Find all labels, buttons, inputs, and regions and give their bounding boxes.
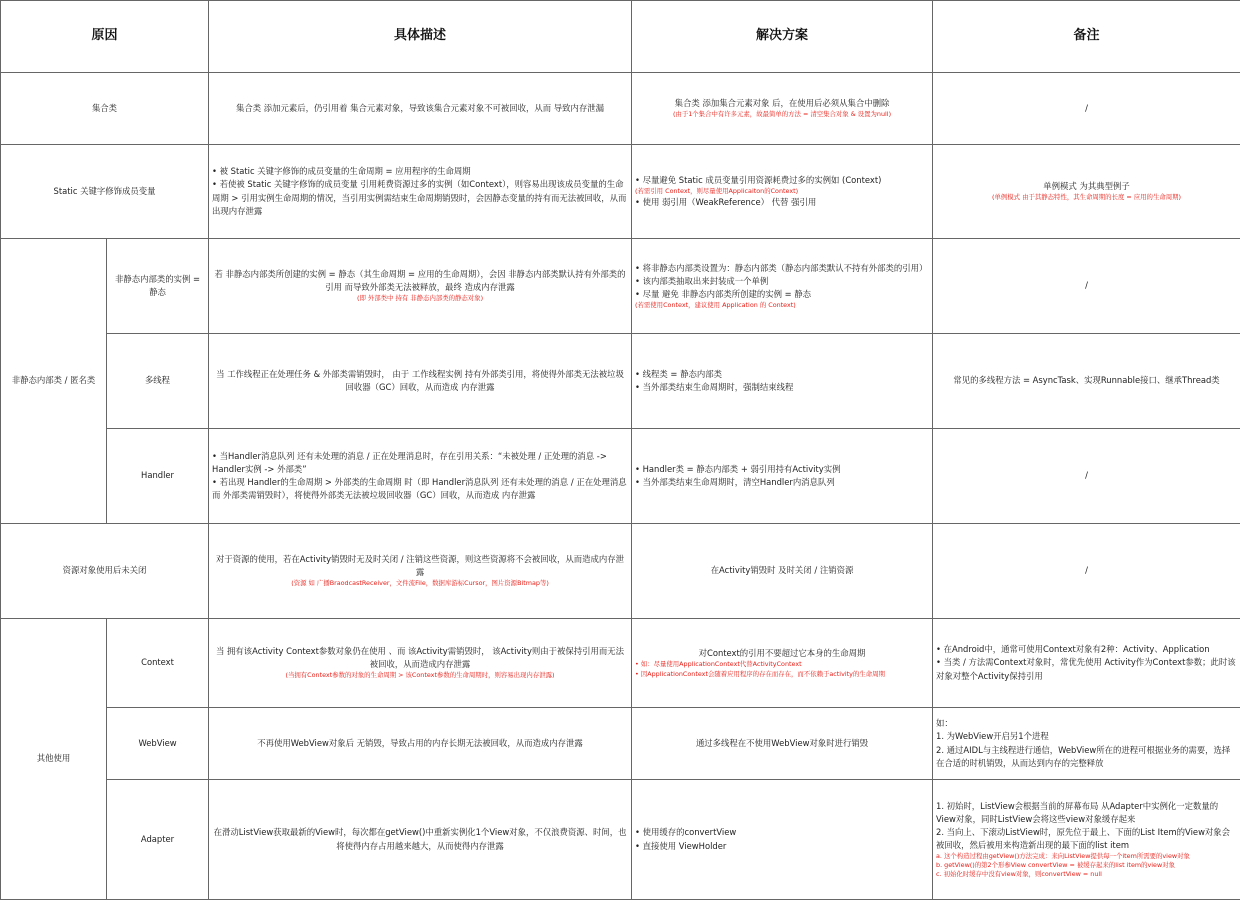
solution-cell: 在Activity销毁时 及时关闭 / 注销资源: [632, 524, 933, 619]
solution-note: (由于1个集合中有许多元素，故最简单的方法 = 清空集合对象 & 设置为null): [635, 110, 929, 119]
description-text: 当 拥有该Activity Context参数对象仍在使用 、而 该Activity需销毁时， 该Activity则由于被保持引用而无法被回收，从而造成内存泄露: [212, 645, 628, 671]
group-cause-cell: 其他使用: [1, 619, 107, 900]
solution-note: (若需使用Context，建议使用 Application 的 Context): [635, 301, 929, 310]
solution-text: 对Context的引用不要超过它本身的生命周期: [635, 647, 929, 660]
remark-note: b. getView()的第2个形参View convertView = 被缓存起来的list item的view对象: [936, 861, 1237, 870]
description-text: 若 非静态内部类所创建的实例 = 静态（其生命周期 = 应用的生命周期），会因 非静态内部类默认持有外部类的引用 而导致外部类无法被释放，最终 造成内存泄露: [212, 268, 628, 294]
remark-note: (单例模式 由于其静态特性，其生命周期的长度 = 应用的生命周期): [936, 193, 1237, 202]
subcause-cell: Context: [107, 619, 209, 708]
table-row: [1, 145, 1240, 239]
solution-bullet: • 使用 弱引用（WeakReference） 代替 强引用: [635, 196, 929, 209]
description-cell: [209, 429, 632, 524]
remark-note: a. 这个构造过程由getView()方法完成：来向ListView提供每一个item所需要的view对象: [936, 852, 1237, 861]
remark-line: 如：: [936, 717, 1237, 730]
description-bullet: • 当Handler消息队列 还有未处理的消息 / 正在处理消息时，存在引用关系：“未被处理 / 正处理的消息 -> Handler实例 -> 外部类”: [212, 450, 628, 476]
table-row: [1, 429, 1240, 524]
description-cell: [209, 524, 632, 619]
solution-bullet: • Handler类 = 静态内部类 + 弱引用持有Activity实例: [635, 463, 929, 476]
group-cause-cell: 非静态内部类 / 匿名类: [1, 239, 107, 524]
description-bullet: • 若使被 Static 关键字修饰的成员变量 引用耗费资源过多的实例（如Context），则容易出现该成员变量的生命周期 > 引用实例生命周期的情况，当引用实例需结束生命周期销毁时，会因静态变量的持有而无法被回收，从而出现内存泄露: [212, 178, 628, 217]
description-text: 对于资源的使用，若在Activity销毁时无及时关闭 / 注销这些资源，则这些资源将不会被回收，从而造成内存泄露: [212, 553, 628, 579]
description-note: (即 外部类中 持有 非静态内部类的静态对象): [212, 294, 628, 303]
solution-bullet: • 尽量避免 Static 成员变量引用资源耗费过多的实例如 (Context): [635, 174, 929, 187]
remark-bullet: • 当类 / 方法需Context对象时，常优先使用 Activity作为Context参数；此时该对象对整个Activity保持引用: [936, 656, 1237, 682]
description-cell: [209, 619, 632, 708]
remark-note: c. 初始化时缓存中没有view对象，则convertView = null: [936, 870, 1237, 879]
description-bullet: • 被 Static 关键字修饰的成员变量的生命周期 = 应用程序的生命周期: [212, 165, 628, 178]
solution-note: • 因ApplicationContext会随着应用程序的存在而存在，而不依赖于activity的生命周期: [635, 670, 929, 679]
remark-line: 2. 通过AIDL与主线程进行通信，WebView所在的进程可根据业务的需要，选择在合适的时机销毁，从而达到内存的完整释放: [936, 744, 1237, 770]
table-row: [1, 619, 1240, 708]
header-row: [1, 1, 1240, 73]
solution-bullet: • 当外部类结束生命周期时，强制结束线程: [635, 381, 929, 394]
solution-bullet: • 该内部类抽取出来封装成一个单例: [635, 275, 929, 288]
header-solution: 解决方案: [632, 1, 933, 73]
table-row: [1, 524, 1240, 619]
table-row: [1, 780, 1240, 900]
remark-line: 2. 当向上、下滚动ListView时，原先位于最上、下面的List Item的View对象会被回收，然后被用来构造新出现的最下面的list item: [936, 826, 1237, 852]
solution-bullet: • 直接使用 ViewHolder: [635, 840, 929, 853]
solution-note: (若需引用 Context，则尽量使用Applicaiton的Context): [635, 187, 929, 196]
remark-cell: [933, 619, 1240, 708]
subcause-cell: Handler: [107, 429, 209, 524]
remark-cell: 常见的多线程方法 = AsyncTask、实现Runnable接口、继承Thread类: [933, 334, 1240, 429]
solution-cell: [632, 780, 933, 900]
solution-cell: [632, 73, 933, 145]
solution-cell: [632, 239, 933, 334]
description-cell: [209, 239, 632, 334]
solution-cell: [632, 145, 933, 239]
header-remark: 备注: [933, 1, 1240, 73]
remark-cell: /: [933, 239, 1240, 334]
remark-cell: [933, 145, 1240, 239]
table-row: [1, 334, 1240, 429]
table-row: [1, 73, 1240, 145]
solution-cell: [632, 334, 933, 429]
remark-text: 单例模式 为其典型例子: [936, 180, 1237, 193]
description-cell: 集合类 添加元素后，仍引用着 集合元素对象，导致该集合元素对象不可被回收，从而 导致内存泄漏: [209, 73, 632, 145]
remark-cell: /: [933, 73, 1240, 145]
solution-bullet: • 尽量 避免 非静态内部类所创建的实例 = 静态: [635, 288, 929, 301]
description-cell: 在滑动ListView获取最新的View时，每次都在getView()中重新实例化1个View对象，不仅浪费资源、时间，也将使得内存占用越来越大，从而使得内存泄露: [209, 780, 632, 900]
solution-cell: [632, 429, 933, 524]
subcause-cell: Adapter: [107, 780, 209, 900]
solution-bullet: • 当外部类结束生命周期时，清空Handler内消息队列: [635, 476, 929, 489]
description-note: (当拥有Context参数的对象的生命周期 > 该Context参数的生命周期时，则容易出现内存泄露): [212, 671, 628, 680]
table-row: [1, 239, 1240, 334]
description-cell: [209, 145, 632, 239]
header-cause: 原因: [1, 1, 209, 73]
remark-cell: [933, 780, 1240, 900]
subcause-cell: 多线程: [107, 334, 209, 429]
cause-cell: 集合类: [1, 73, 209, 145]
remark-bullet: • 在Android中，通常可使用Context对象有2种：Activity、Application: [936, 643, 1237, 656]
description-bullet: • 若出现 Handler的生命周期 > 外部类的生命周期 时（即 Handler消息队列 还有未处理的消息 / 正在处理消息 而 外部类需销毁时），将使得外部类无法被垃圾回收器（GC）回收，从而造成 内存泄露: [212, 476, 628, 502]
cause-cell: 资源对象使用后未关闭: [1, 524, 209, 619]
cause-cell: Static 关键字修饰成员变量: [1, 145, 209, 239]
remark-cell: /: [933, 524, 1240, 619]
remark-line: 1. 为WebView开启另1个进程: [936, 730, 1237, 743]
subcause-cell: 非静态内部类的实例 = 静态: [107, 239, 209, 334]
solution-bullet: • 将非静态内部类设置为：静态内部类（静态内部类默认不持有外部类的引用）: [635, 262, 929, 275]
solution-note: • 如：尽量使用ApplicationContext代替ActivityContext: [635, 660, 929, 669]
solution-cell: 通过多线程在不使用WebView对象时进行销毁: [632, 708, 933, 780]
solution-text: 集合类 添加集合元素对象 后，在使用后必须从集合中删除: [635, 97, 929, 110]
table-row: [1, 708, 1240, 780]
description-note: (资源 如 广播BraodcastReceiver，文件流File，数据库游标Cursor，图片资源Bitmap等): [212, 579, 628, 588]
solution-bullet: • 线程类 = 静态内部类: [635, 368, 929, 381]
solution-cell: [632, 619, 933, 708]
remark-cell: [933, 708, 1240, 780]
solution-bullet: • 使用缓存的convertView: [635, 826, 929, 839]
description-cell: 当 工作线程正在处理任务 & 外部类需销毁时， 由于 工作线程实例 持有外部类引用，将使得外部类无法被垃圾回收器（GC）回收，从而造成 内存泄露: [209, 334, 632, 429]
header-description: 具体描述: [209, 1, 632, 73]
remark-cell: /: [933, 429, 1240, 524]
subcause-cell: WebView: [107, 708, 209, 780]
description-cell: 不再使用WebView对象后 无销毁，导致占用的内存长期无法被回收，从而造成内存泄露: [209, 708, 632, 780]
remark-line: 1. 初始时，ListView会根据当前的屏幕布局 从Adapter中实例化一定数量的 View对象，同时ListView会将这些view对象缓存起来: [936, 800, 1237, 826]
